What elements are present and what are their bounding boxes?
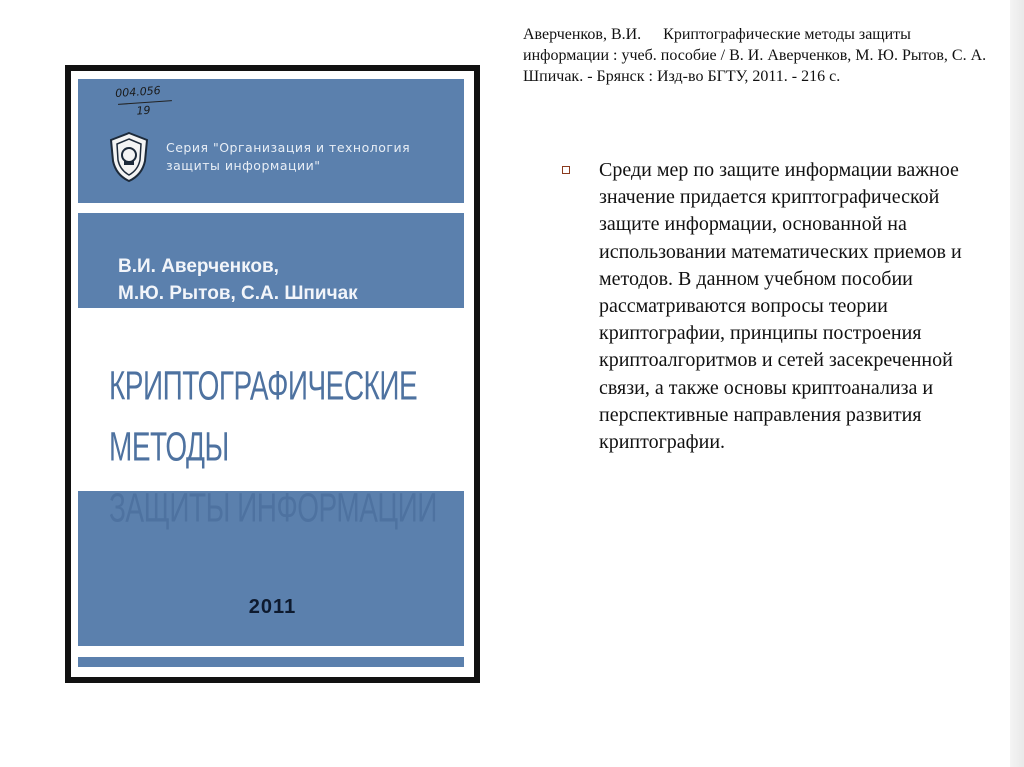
- cover-authors: [118, 253, 448, 307]
- stamp-number: 19: [136, 103, 151, 118]
- book-citation: [523, 24, 993, 87]
- series-label: [166, 139, 474, 175]
- stamp-code: 004.056: [114, 83, 162, 101]
- series-line-2: защиты информации": [166, 158, 321, 173]
- square-bullet-icon: [562, 166, 570, 174]
- book-cover-image: [65, 65, 480, 683]
- cover-author-line-1: В.И. Аверченков,: [118, 256, 279, 277]
- citation-details: Криптографические методы защиты информации : учеб. пособие / В. И. Аверченков, М. Ю. Рытов, С. А. Шпичак. - Брянск : Изд-во БГТУ, 2011. - 216 с.: [523, 26, 987, 85]
- cover-foot-band: [78, 657, 464, 667]
- library-stamp: [115, 83, 175, 123]
- book-cover: [71, 71, 474, 677]
- description-text: Среди мер по защите информации важное значение придается криптографической защите информации, основанной на использовании математических приемов и методов. В данном учебном пособии рассматриваются вопросы теории криптографии, принципы построения криптоалгоритмов и сетей засекреченной связи, а также основы криптоанализа и перспективные направления развития криптографии.: [599, 159, 962, 454]
- citation-author: Аверченков, В.И.: [523, 26, 642, 43]
- series-line-1: Серия "Организация и технология: [166, 140, 411, 155]
- cover-title-line-2: ЗАЩИТЫ ИНФОРМАЦИИ: [109, 485, 437, 530]
- cover-year: 2011: [248, 596, 297, 618]
- slide-edge-shadow: [1010, 0, 1024, 767]
- cover-title-line-1: КРИПТОГРАФИЧЕСКИЕ МЕТОДЫ: [109, 363, 418, 470]
- cover-title: [109, 356, 469, 539]
- shield-emblem-icon: [109, 131, 149, 183]
- cover-author-line-2: М.Ю. Рытов, С.А. Шпичак: [118, 283, 358, 304]
